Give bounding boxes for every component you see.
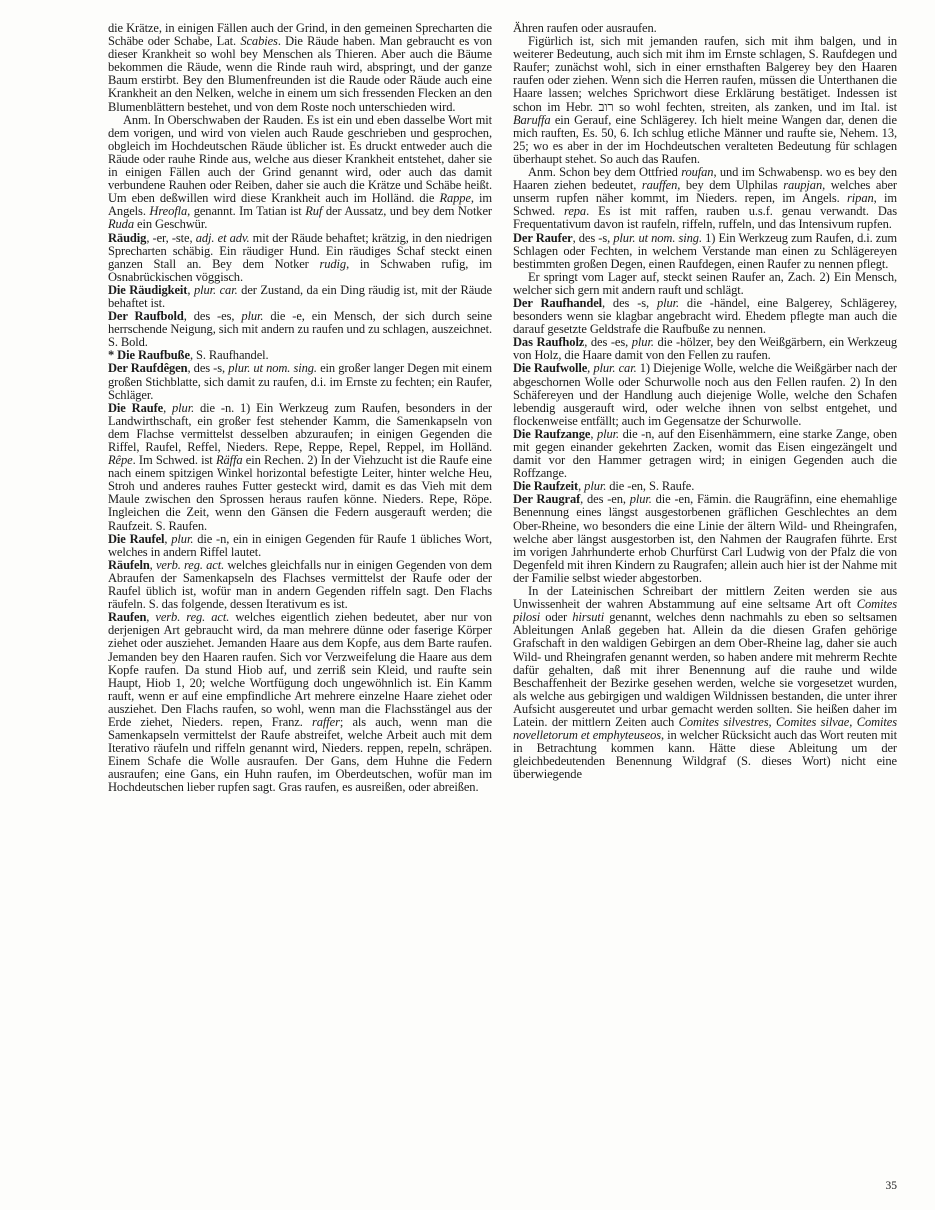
text-run: raupjan xyxy=(783,178,823,193)
page-number: 35 xyxy=(885,1180,897,1192)
text-run: plur. ut nom. sing. xyxy=(228,361,317,376)
text-run: der Zustand, da ein Ding räudig ist, mit der Räude behaftet ist. xyxy=(108,282,492,310)
text-run: , xyxy=(164,531,172,546)
text-run: Ruda xyxy=(108,217,134,232)
text-run: רוב xyxy=(598,99,614,114)
paragraph xyxy=(108,362,492,401)
text-run: ein Geschwür. xyxy=(134,217,208,232)
text-run: plur. xyxy=(171,531,194,546)
text-run: verb. reg. act. xyxy=(155,557,225,572)
paragraph xyxy=(513,232,897,271)
paragraph xyxy=(108,611,492,794)
paragraph xyxy=(108,232,492,284)
text-run: Rappe xyxy=(439,191,471,206)
headword: Die Raufel xyxy=(108,531,165,546)
text-run: , xyxy=(187,282,194,297)
text-run: plur. xyxy=(631,335,654,350)
text-run: die -en, S. Raufe. xyxy=(606,479,695,494)
text-run: plur. car. xyxy=(593,361,637,376)
headword: Die Räudigkeit xyxy=(108,282,188,297)
headword: Die Raufwolle xyxy=(513,361,588,376)
paragraph xyxy=(513,362,897,427)
text-run: Er springt vom Lager auf, steckt seinen Raufer an, Zach. 2) Ein Mensch, welcher sich gern mit andern rauft und schlägt. xyxy=(513,269,897,297)
paragraph xyxy=(108,114,492,232)
paragraph xyxy=(108,533,492,559)
text-run: , im Angels. xyxy=(108,191,492,219)
right-column xyxy=(513,22,897,795)
text-run: plur. xyxy=(596,426,620,441)
headword: Das Raufholz xyxy=(513,335,585,350)
text-run: , im Schwed. xyxy=(513,191,897,219)
paragraph xyxy=(513,166,897,231)
paragraph xyxy=(108,402,492,533)
paragraph xyxy=(513,493,897,585)
text-run: , in Schwaben rufig, im Osnabrückischen vöggisch. xyxy=(108,256,492,284)
text-run: , xyxy=(578,479,585,494)
paragraph xyxy=(108,310,492,349)
headword: Die Raufe xyxy=(108,400,164,415)
text-run: plur. xyxy=(629,492,652,507)
text-run: plur. xyxy=(584,479,607,494)
text-run: so wohl fechten, streiten, als zanken, und im Ital. ist xyxy=(613,99,897,114)
paragraph xyxy=(108,559,492,611)
text-run: Ruf xyxy=(305,204,323,219)
text-run: genannt, welches denn nachmahls zu eben so seltsamen Ableitungen Anlaß gegeben hat. Allein da die diesen Grafen gehörige Grafschaft in den waldigen Gebirgen an dem Ober-Rheine lag, daher sie auch Wild- und Rheingrafen genannt werden, so haben andere mit mehrerm Rechte dafür gehalten, daß mit ihrer Benennung auf die rauhe und wilde Beschaffenheit der Bezirke gesehen werden, welche sie vorgesetzet wurden, als welche aus gebirgigen und waldigen Wildnissen bestanden, die unter ihrer Aufsicht ausgereutet und urbar gemacht werden sollten. Sie heißen daher im Latein. der mittlern Zeiten auch xyxy=(513,610,897,729)
text-run: Hreofla xyxy=(149,204,188,219)
text-run: ein Rechen. 2) In der Viehzucht ist die Raufe eine nach einem spitzigen Winkel horizontal befestigte Leiter, hinter welche Heu, Stroh und anderes rauhes Futter gesteckt wird, damit es das Vieh mit dem Maule zwischen den Sprossen heraus raufen könne. Nieders. Repe, Röpe. Ingleichen die Zeit, wenn den Gänsen die Federn ausgerauft werden; die Raufzeit. S. Raufen. xyxy=(108,453,493,533)
text-run: . Im Schwed. ist xyxy=(132,453,216,468)
text-run: plur. xyxy=(656,295,680,310)
headword: Raufen xyxy=(108,610,147,625)
text-run: ; als auch, wenn man die Samenkapseln vermittelst der Raufe abstreifet, welche Arbeit auch mit dem Iterativo räufeln und riffeln genannt wird, Nieders. reppen, repeln, schräpen. Einem Schafe die Wolle ausraufen. Der Gans, dem Huhne die Federn ausraufen; eine Gans, ein Huhn raufen, im Oberdeutschen, wofür man im Hochdeutschen lieber rupfen sagt. Gras raufen, es ausreißen, oder abreißen. xyxy=(108,714,492,795)
text-run: , des -s, xyxy=(602,295,657,310)
text-run: die Krätze, in einigen Fällen auch der Grind, in den gemeinen Sprecharten die Schäbe oder Schabe, Lat. xyxy=(108,21,492,49)
text-run: , xyxy=(163,400,173,415)
text-run: , xyxy=(149,557,156,572)
text-run: rauffen xyxy=(641,178,678,193)
text-run: ein großer langer Degen mit einem großen Stichblatte, sich damit zu raufen, d.i. im Ernste zu fechten; ein Raufer, Schläger. xyxy=(108,361,492,402)
headword: Der Raufer xyxy=(513,230,573,245)
text-run: mit der Räude behaftet; krätzig, in den niedrigen Sprecharten schäbig. Ein räudiger Hund. Ein räudiges Schaf steckt einen ganzen Stall an. Bey dem Notker xyxy=(108,230,492,271)
text-run: adj. et adv. xyxy=(195,230,250,245)
headword: Die Raufzange xyxy=(513,426,591,441)
text-run: , genannt. Im Tatian ist xyxy=(187,204,306,219)
headword: * Die Raufbuße xyxy=(108,348,190,363)
text-run: , welches aber unserm rupfen näher kommt, im Nieders. repen, im Angels. xyxy=(513,178,897,206)
headword: Der Raufdêgen xyxy=(108,361,188,376)
text-run: die -e, ein Mensch, der sich durch seine herrschende Neigung, sich mit andern zu raufen und zu schlagen, auszeichnet. S. Bold. xyxy=(108,309,493,350)
paragraph xyxy=(513,271,897,297)
paragraph xyxy=(108,284,492,310)
text-run: , des -es, xyxy=(584,335,632,350)
text-run: oder xyxy=(540,610,573,625)
paragraph xyxy=(513,585,897,781)
text-run: Ähren raufen oder ausraufen. xyxy=(513,21,657,35)
text-run: plur. xyxy=(172,400,195,415)
text-run: ein Gerauf, eine Schlägerey. Ich hielt meine Wangen dar, denen die mich rauften, Es. 50, 6. Ich schlug etliche Männer und raufte sie, Nehem. 13, 25; wo es aber in der im Hochdeutschen veralteten Bedeutung für schlagen überhaupt stehet. So auch das Raufen. xyxy=(513,112,897,166)
text-run: , und im Schwabensp. wo es bey den Haaren ziehen bedeutet, xyxy=(513,165,897,193)
text-run: die -en, Fämin. die Raugräfinn, eine ehemahlige Benennung eines längst ausgestorbenen gräflichen Geschlechtes an dem Ober-Rheine, wo besonders die eine Linie der ältern Wild- und Rheingrafen, welche aber längst ausgestorben ist, den Nahmen der Raugrafen führte. Erst im vorigen Jahrhunderte erhob Churfürst Carl Ludwig von der Pfalz die von Degenfeld mit ihren Kindern zu Raugrafen; allein auch hier ist der Nahme mit der Familie selbst wieder abgestorben. xyxy=(513,492,897,585)
text-run: , -er, -ste, xyxy=(146,230,196,245)
text-run: . Die Räude haben. Man gebraucht es von dieser Krankheit so wohl bey Menschen als Thieren. Aber auch die Bäume bekommen die Räude, wenn die Rinde rauh wird, abspringt, und der ganze Baum erstirbt. Bey den Blumenfreunden ist die Raude oder Räude auch eine Krankheit an den Nelken, welche in einem um sich fressenden Flecken an den Blumenblättern bestehet, und von dem Roste noch unterschieden wird. xyxy=(108,34,492,114)
paragraph xyxy=(513,297,897,336)
headword: Der Raufhandel xyxy=(513,295,603,310)
headword: Räufeln xyxy=(108,557,150,572)
text-run: repa xyxy=(564,204,587,219)
text-run: , xyxy=(590,426,597,441)
text-run: , in welcher Rücksicht auch das Wort reuten mit in Betrachtung kommen kann. Hätte diese Ableitung um der gleichbedeutenden Benennung Wildgraf (S. dieses Wort) nicht eine überwiegende xyxy=(513,728,897,782)
paragraph xyxy=(513,428,897,480)
text-run: plur. ut nom. sing. xyxy=(613,230,702,245)
text-run: ripan xyxy=(847,191,874,206)
text-run: , bey dem Ulphilas xyxy=(677,178,784,193)
text-run: die -n, ein in einigen Gegenden für Raufe 1 übliches Wort, welches in andern Riffel lautet. xyxy=(108,531,492,559)
text-run: Räffa xyxy=(215,453,243,468)
text-run: , des -s, xyxy=(572,230,614,245)
text-run: In der Lateinischen Schreibart der mittlern Zeiten werden sie aus Unwissenheit der wahren Abstammung auf eine seltsame Art oft xyxy=(513,584,897,612)
text-run: hirsuti xyxy=(572,610,605,625)
text-run: plur. car. xyxy=(193,282,238,297)
text-run: der Aussatz, und bey dem Notker xyxy=(322,204,492,219)
text-run: raffer xyxy=(312,714,340,729)
text-run: Anm. In Oberschwaben der Rauden. Es ist ein und eben dasselbe Wort mit dem vorigen, und wird von vielen auch Raude geschrieben und gesprochen, obgleich im Hochdeutschen Räude üblicher ist. Es druckt entweder auch die Räude oder rauhe Rinde aus, welche aus dieser Krankheit entstehet, daher sie in einigen Fällen auch der Grind genannt wird, oder auch das damit verbundene Rauhen oder Reiben, daher sie auch die Krätze und Schäbe heißt. Um eben deßwillen wird diese Krankheit auch im Holländ. die xyxy=(108,112,492,206)
paragraph xyxy=(513,336,897,362)
text-run: plur. xyxy=(241,309,264,324)
text-run: Scabies xyxy=(240,34,278,49)
headword: Der Raufbold xyxy=(108,309,184,324)
text-run: , des -en, xyxy=(580,492,630,507)
text-run: welches gleichfalls nur in einigen Gegenden von dem Abraufen der Samenkapseln des Flachses vermittelst der Raufe oder der Raufel üblich ist, wofür man in andern Gegenden riffeln sagt. Den Flachs räufeln. S. das folgende, dessen Iterativum es ist. xyxy=(108,557,493,612)
text-run: roufan xyxy=(681,165,714,180)
headword: Der Raugraf xyxy=(513,492,581,507)
paragraph xyxy=(513,35,897,166)
text-run: 1) Diejenige Wolle, welche die Weißgärber nach der abgeschornen Wolle oder Schurwolle noch aus den Fellen raufen. 2) In den Schäfereyen und der Handlung auch diejenige Wolle, welche den Schafen lebendig ausgerauft wird, oder welche ihnen von selbst entgehet, und flockenweise entfällt; auch im Gegensatze der Schurwolle. xyxy=(513,361,897,428)
text-run: Baruffa xyxy=(513,112,551,127)
text-run: , xyxy=(146,610,156,625)
text-run: die -n. 1) Ein Werkzeug zum Raufen, besonders in der Landwirthschaft, ein großer fest stehender Kamm, die Samenkapseln von dem Flachse vermittelst desselben abzuraufen; in einigen Gegenden die Riffel, Raufel, Reffel, Nieders. Repe, Reppe, Repel, Reppel, im Holländ. xyxy=(108,400,492,454)
headword: Die Raufzeit xyxy=(513,479,579,494)
text-run: rudig xyxy=(319,256,347,271)
text-run: Anm. Schon bey dem Ottfried xyxy=(528,165,682,180)
text-run: , des -s, xyxy=(187,361,229,376)
text-run: die -hölzer, bey den Weißgärbern, ein Werkzeug von Holz, die Haare damit von den Fellen zu raufen. xyxy=(513,335,897,363)
text-run: Rêpe xyxy=(108,453,133,468)
left-column xyxy=(108,22,492,795)
text-run: . Es ist mit raffen, rauben u.s.f. genau verwandt. Das Frequentativum davon ist raufeln, riffeln, ruffeln, und das Intensivum rupfen. xyxy=(513,204,897,232)
paragraph xyxy=(108,22,492,114)
text-run: 1) Ein Werkzeug zum Raufen, d.i. zum Schlagen oder Fechten, in welchem Verstande man einen zu Schlägereyen bestimmten großen Degen, einen Raufdegen, einen Raufer zu nennen pflegt. xyxy=(513,230,898,271)
headword: Räudig xyxy=(108,230,147,245)
text-run: Comites silvestres, Comites silvae, Comites novelletorum et emphyteuseos xyxy=(513,714,898,743)
text-run: Figürlich ist, sich mit jemanden raufen, sich mit ihm balgen, und in weiterer Bedeutung, auch sich mit ihm im Ernste schlagen, S. Raufdegen und Raufer; zunächst wohl, sich in einer ernsthaften Balgerey bey den Haaren raufen oder ziehen. Wenn sich die Herren raufen, müssen die Unterthanen die Haare lassen; welches Sprichwort diese Erklärung bestätiget. Indessen ist schon im Hebr. xyxy=(513,34,897,114)
text-run: , S. Raufhandel. xyxy=(189,348,269,363)
text-run: , des -es, xyxy=(183,309,242,324)
text-run: , xyxy=(587,361,594,376)
text-run: welches eigentlich ziehen bedeutet, aber nur von derjenigen Art gebraucht wird, da man mehrere dünne oder faserige Körper ziehet oder ausziehet. Jemanden Haare aus dem Kopfe, aus dem Barte raufen. Jemanden bey den Haaren raufen. Sich vor Verzweifelung die Haare aus dem Kopfe raufen. Da stund Hiob auf, und zerriß sein Kleid, und raufte sein Haupt, Hiob 1, 20; welche Wortfügung doch ungewöhnlich ist. Ein Kamm rauft, wenn er auf eine empfindliche Art mehrere einzelne Haare ziehet oder ausziehet. Den Flachs raufen, so wohl, wenn man die Flachsstängel aus der Erde ziehet, Nieders. repen, Franz. xyxy=(108,610,492,729)
text-run: verb. reg. act. xyxy=(155,610,230,625)
text-run: Comites pilosi xyxy=(513,597,897,625)
text-run: die -händel, eine Balgerey, Schlägerey, besonders wenn sie klagbar angebracht wird. Ehedem pflegte man auch die darauf gesetzte Geldstrafe die Raufbuße zu nennen. xyxy=(513,295,897,337)
text-run: die -n, auf den Eisenhämmern, eine starke Zange, oben mit gegen einander gekehrten Zacken, womit das Eisen eingezängelt und damit vor den Hammer getragen wird; in einigen Gegenden auch die Roffzange. xyxy=(513,426,897,481)
